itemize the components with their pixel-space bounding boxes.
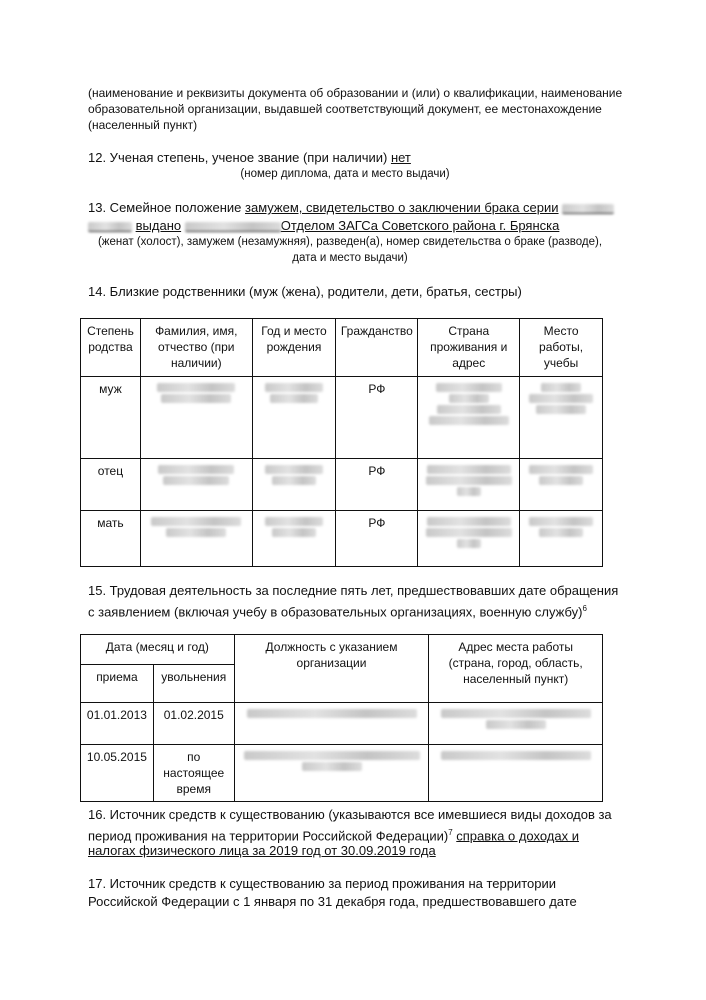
table-row bbox=[81, 377, 603, 459]
header-work-address: Адрес места работы (страна, город, область, населенный пункт) bbox=[429, 635, 603, 703]
intro-line-1: (наименование и реквизиты документа об образовании и (или) о квалификации, наименование bbox=[88, 86, 623, 100]
item-16-line-1: 16. Источник средств к существованию (указываются все имевшиеся виды доходов за bbox=[88, 807, 612, 822]
header-birth: Год и место рождения bbox=[252, 319, 336, 377]
table-row bbox=[81, 511, 603, 567]
table-row bbox=[81, 703, 603, 745]
header-citizenship: Гражданство bbox=[336, 319, 418, 377]
item-16-value-1: справка о доходах и bbox=[456, 828, 579, 844]
address-cell bbox=[429, 745, 603, 802]
relation-cell: мать bbox=[81, 511, 141, 567]
item-16-line-2-text: период проживания на территории Российской Федерации) bbox=[88, 828, 449, 844]
item-17-line-1: 17. Источник средств к существованию за период проживания на территории bbox=[88, 876, 557, 891]
item-12-label: 12. Ученая степень, ученое звание (при наличии) bbox=[88, 150, 391, 165]
citizenship-cell: РФ bbox=[336, 377, 418, 459]
name-cell bbox=[140, 459, 252, 511]
table-row bbox=[81, 745, 603, 802]
item-13-caption-2: дата и место выдачи) bbox=[292, 252, 408, 264]
intro-line-3: (населенный пункт) bbox=[88, 118, 198, 132]
item-15-line-2-text: с заявлением (включая учебу в образовательных организациях, военную службу) bbox=[88, 604, 583, 620]
header-full-name: Фамилия, имя, отчество (при наличии) bbox=[140, 319, 252, 377]
header-start: приема bbox=[81, 665, 154, 703]
header-date: Дата (месяц и год) bbox=[81, 635, 235, 665]
header-workplace: Место работы, учебы bbox=[520, 319, 603, 377]
item-13-value-3: Отделом ЗАГСа Советского района г. Брянска bbox=[280, 218, 560, 233]
birth-cell bbox=[252, 511, 336, 567]
header-relation: Степень родства bbox=[81, 319, 141, 377]
item-14-title: 14. Близкие родственники (муж (жена), родители, дети, братья, сестры) bbox=[88, 284, 522, 299]
position-cell bbox=[234, 703, 429, 745]
item-15-line-1: 15. Трудовая деятельность за последние пять лет, предшествовавших дате обращения bbox=[88, 583, 619, 598]
table-row bbox=[81, 459, 603, 511]
redacted-marriage-date bbox=[185, 222, 281, 232]
item-13-caption-1: (женат (холост), замужем (незамужняя), разведен(а), номер свидетельства о браке (разводе), bbox=[97, 236, 603, 248]
redacted-marriage-series bbox=[562, 204, 614, 214]
header-residence: Страна проживания и адрес bbox=[418, 319, 520, 377]
intro-line-2: образовательной организации, выдавшей соответствующий документ, ее местонахождение bbox=[88, 102, 602, 116]
item-12-caption: (номер диплома, дата и место выдачи) bbox=[240, 168, 450, 180]
citizenship-cell: РФ bbox=[336, 459, 418, 511]
relation-cell: отец bbox=[81, 459, 141, 511]
workplace-cell bbox=[520, 511, 603, 567]
start-date-cell: 01.01.2013 bbox=[81, 703, 154, 745]
workplace-cell bbox=[520, 459, 603, 511]
item-17-line-2: Российской Федерации с 1 января по 31 декабря года, предшествовавшего дате bbox=[88, 894, 577, 909]
item-13-label: 13. Семейное положение bbox=[88, 200, 245, 215]
end-date-cell: 01.02.2015 bbox=[153, 703, 234, 745]
address-cell bbox=[429, 703, 603, 745]
start-date-cell: 10.05.2015 bbox=[81, 745, 154, 802]
redacted-marriage-number bbox=[88, 222, 132, 232]
residence-cell bbox=[418, 511, 520, 567]
employment-header-row-1 bbox=[81, 635, 603, 665]
birth-cell bbox=[252, 377, 336, 459]
relatives-header-row bbox=[81, 319, 603, 377]
item-13-value-1: замужем, свидетельство о заключении брака серии bbox=[245, 200, 559, 215]
workplace-cell bbox=[520, 377, 603, 459]
item-15-line-2 bbox=[88, 600, 587, 621]
citizenship-cell: РФ bbox=[336, 511, 418, 567]
header-end: увольнения bbox=[153, 665, 234, 703]
item-13-line-2 bbox=[88, 217, 559, 235]
item-16-value-2: налогах физического лица за 2019 год от 30.09.2019 года bbox=[88, 843, 436, 858]
relatives-table bbox=[80, 318, 603, 567]
employment-table bbox=[80, 634, 603, 802]
item-13-value-2: выдано bbox=[135, 218, 182, 233]
name-cell bbox=[140, 377, 252, 459]
item-13-line-1 bbox=[88, 199, 614, 217]
item-12 bbox=[88, 149, 411, 167]
residence-cell bbox=[418, 377, 520, 459]
footnote-6: 6 bbox=[582, 604, 587, 613]
end-date-cell: по настоящее время bbox=[153, 745, 234, 802]
item-12-value: нет bbox=[390, 150, 411, 165]
birth-cell bbox=[252, 459, 336, 511]
residence-cell bbox=[418, 459, 520, 511]
footnote-7: 7 bbox=[448, 828, 453, 837]
name-cell bbox=[140, 511, 252, 567]
header-position: Должность с указанием организации bbox=[234, 635, 429, 703]
relation-cell: муж bbox=[81, 377, 141, 459]
position-cell bbox=[234, 745, 429, 802]
